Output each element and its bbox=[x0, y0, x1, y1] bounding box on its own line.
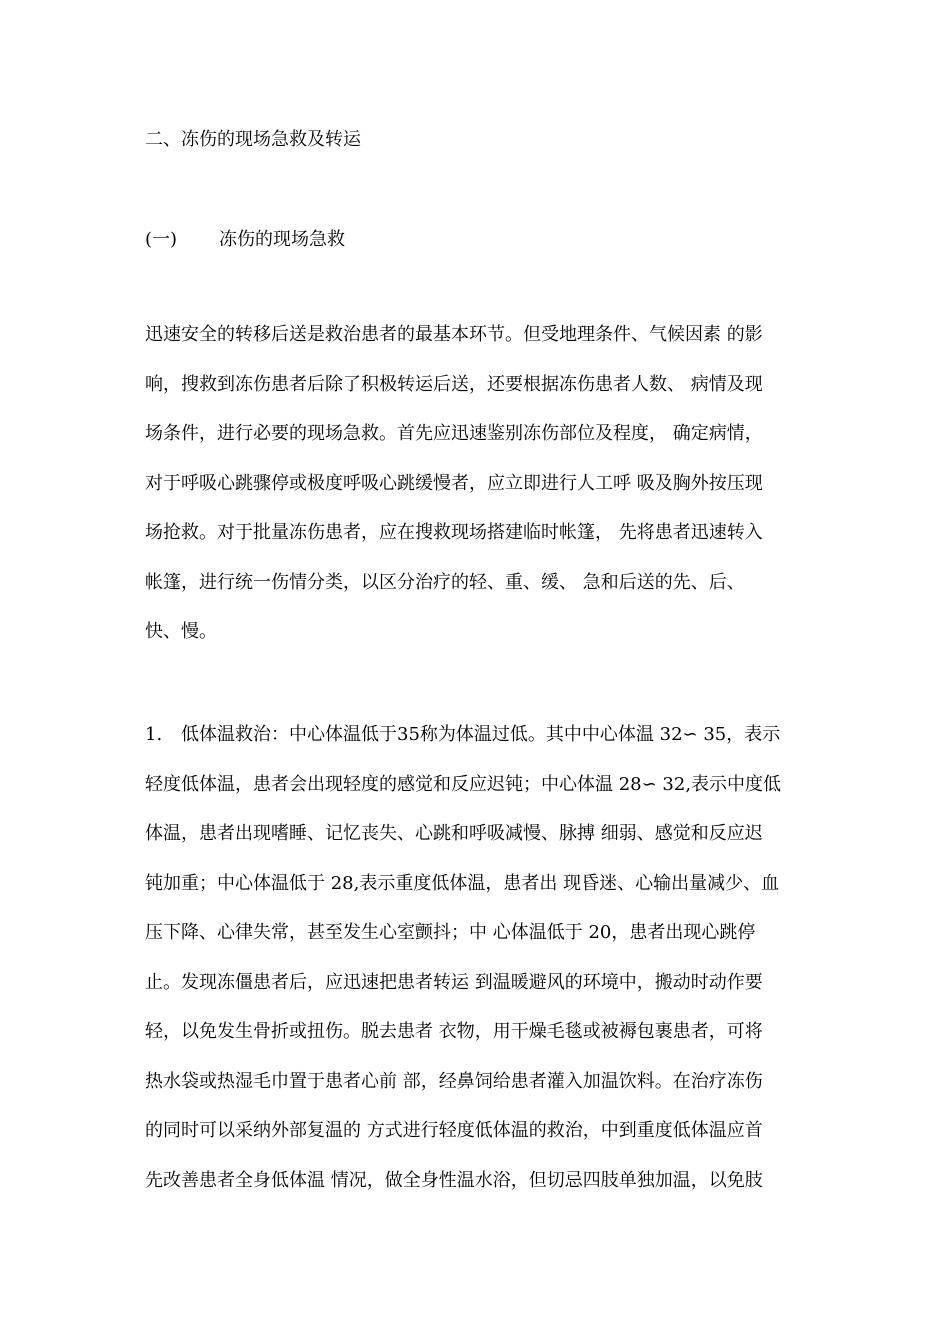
paragraph-line: 响，搜救到冻伤患者后除了积极转运后送，还要根据冻伤患者人数、 病情及现 bbox=[145, 373, 763, 395]
paragraph-line: 钝加重；中心体温低于 28,表示重度低体温，患者出 现昏迷、心输出量减少、血 bbox=[145, 872, 780, 894]
paragraph-line-text: 低体温救治：中心体温低于35称为体温过低。其中中心体温 32∽ 35，表示 bbox=[181, 724, 781, 745]
paragraph-line: 场抢救。对于批量冻伤患者，应在搜救现场搭建临时帐篷， 先将患者迅速转入 bbox=[145, 522, 763, 543]
paragraph-line: 体温，患者出现嗜睡、记忆丧失、心跳和呼吸减慢、脉搏 细弱、感觉和反应迟 bbox=[145, 823, 763, 844]
paragraph-field-rescue bbox=[145, 321, 821, 668]
paragraph-line: 轻度低体温，患者会出现轻度的感觉和反应迟钝；中心体温 28∽ 32,表示中度低 bbox=[145, 773, 782, 795]
paragraph-line: 迅速安全的转移后送是救治患者的最基本环节。但受地理条件、气候因素 的影 bbox=[145, 324, 763, 345]
subsection-heading bbox=[145, 226, 345, 254]
paragraph-hypothermia bbox=[145, 721, 821, 1216]
paragraph-line: 帐篷，进行统一伤情分类，以区分治疗的轻、重、缓、 急和后送的先、后、 bbox=[145, 571, 745, 593]
subsection-number: (一) bbox=[145, 229, 178, 250]
list-number: 1. bbox=[145, 724, 163, 745]
paragraph-line: 压下降、心律失常，甚至发生心室颤抖；中 心体温低于 20，患者出现心跳停 bbox=[145, 922, 756, 943]
paragraph-line: 快、慢。 bbox=[145, 621, 217, 642]
paragraph-first-line bbox=[145, 721, 821, 771]
paragraph-line: 场条件，进行必要的现场急救。首先应迅速鉴别冻伤部位及程度， 确定病情， bbox=[145, 423, 763, 444]
section-title: 二、冻伤的现场急救及转运 bbox=[145, 129, 361, 150]
paragraph-line: 对于呼吸心跳骤停或极度呼吸心跳缓慢者，应立即进行人工呼 吸及胸外按压现 bbox=[145, 472, 763, 494]
paragraph-line: 的同时可以采纳外部复温的 方式进行轻度低体温的救治，中到重度低体温应首 bbox=[145, 1120, 763, 1141]
paragraph-line: 止。发现冻僵患者后，应迅速把患者转运 到温暖避风的环境中，搬动时动作要 bbox=[145, 971, 763, 993]
paragraph-line: 轻，以免发生骨折或扭伤。脱去患者 衣物，用干燥毛毯或被褥包裹患者，可将 bbox=[145, 1021, 763, 1042]
paragraph-line: 先改善患者全身低体温 情况，做全身性温水浴，但切忌四肢单独加温，以免肢 bbox=[145, 1169, 763, 1191]
paragraph-line: 热水袋或热湿毛巾置于患者心前 部，经鼻饲给患者灌入加温饮料。在治疗冻伤 bbox=[145, 1070, 763, 1092]
subsection-title: 冻伤的现场急救 bbox=[219, 229, 345, 250]
